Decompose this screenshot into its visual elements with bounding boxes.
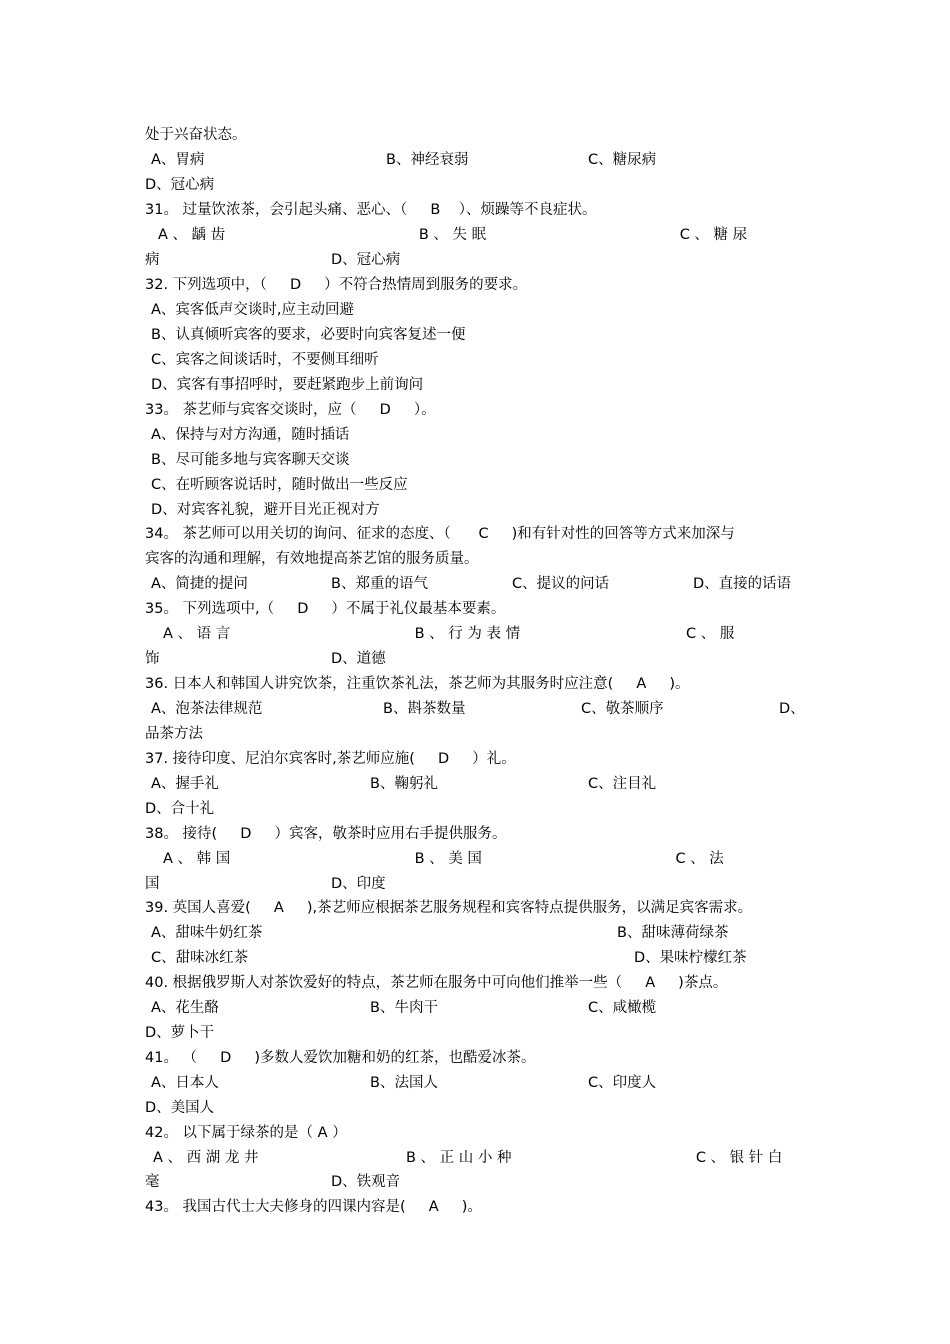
question-36: 36. 日本人和韩国人讲究饮茶，注重饮茶礼法，茶艺师为其服务时应注意( A )。 [145, 676, 690, 692]
option-a: A、甜味牛奶红茶 [151, 925, 263, 941]
option-a: A、泡茶法律规范 [151, 701, 263, 717]
option-c: C、在听顾客说话时，随时做出一些反应 [151, 477, 408, 493]
option-d: D、印度 [331, 876, 386, 892]
option-d: D、果味柠檬红茶 [634, 950, 747, 966]
option-d: D、道德 [331, 651, 386, 667]
text-line: 处于兴奋状态。 [145, 127, 247, 143]
option-b: B、鞠躬礼 [370, 776, 438, 792]
option-a: A、日本人 [151, 1075, 219, 1091]
option-b: B、郑重的语气 [331, 576, 428, 592]
option-a: A、胃病 [151, 152, 205, 168]
text-line: 国 [145, 876, 160, 892]
option-d: D、铁观音 [331, 1174, 401, 1190]
options-line: A 、 西 湖 龙 井 B 、 正 山 小 种 C 、 银 针 白 [153, 1150, 783, 1166]
question-38: 38。 接待( D ）宾客，敬茶时应用右手提供服务。 [145, 826, 507, 842]
option-c: C、注目礼 [588, 776, 657, 792]
option-d: D、合十礼 [145, 801, 215, 817]
option-d: D、对宾客礼貌，避开目光正视对方 [151, 502, 380, 518]
options-line: A 、 韩 国 B 、 美 国 C 、 法 [163, 851, 724, 867]
option-c: C、咸橄榄 [588, 1000, 657, 1016]
question-35: 35。 下列选项中,（ D ）不属于礼仪最基本要素。 [145, 601, 506, 617]
options-line: A 、 语 言 B 、 行 为 表 情 C 、 服 [163, 626, 735, 642]
option-b: B、尽可能多地与宾客聊天交谈 [151, 452, 350, 468]
question-39: 39. 英国人喜爱( A ),茶艺师应根据茶艺服务规程和宾客特点提供服务，以满足宾客需求。 [145, 900, 753, 916]
option-c: C、提议的问话 [512, 576, 610, 592]
text-line: 病 [145, 252, 160, 268]
options-line: A 、 龋 齿 B 、 失 眠 C 、 糖 尿 [158, 227, 748, 243]
option-d: D、冠心病 [331, 252, 401, 268]
option-d: D、冠心病 [145, 177, 215, 193]
option-d: D、直接的话语 [693, 576, 792, 592]
option-d: D、美国人 [145, 1100, 215, 1116]
option-b: B、牛肉干 [370, 1000, 438, 1016]
option-c: C、印度人 [588, 1075, 657, 1091]
question-37: 37. 接待印度、尼泊尔宾客时,茶艺师应施( D ）礼。 [145, 751, 516, 767]
option-b: B、斟茶数量 [383, 701, 466, 717]
question-41: 41。 （ D )多数人爱饮加糖和奶的红茶，也酷爱冰茶。 [145, 1050, 536, 1066]
option-c: C、敬茶顺序 [581, 701, 664, 717]
option-b: B、法国人 [370, 1075, 438, 1091]
question-34: 34。 茶艺师可以用关切的询问、征求的态度、（ C )和有针对性的回答等方式来加深与 [145, 526, 735, 542]
option-d: D、宾客有事招呼时，要赶紧跑步上前询问 [151, 377, 424, 393]
option-c: C、宾客之间谈话时，不要侧耳细听 [151, 352, 379, 368]
text-line: 毫 [145, 1174, 160, 1190]
option-a: A、简捷的提问 [151, 576, 248, 592]
option-c: C、甜味冰红茶 [151, 950, 249, 966]
question-42: 42。 以下属于绿茶的是（ A ） [145, 1125, 347, 1141]
question-40: 40. 根据俄罗斯人对茶饮爱好的特点，茶艺师在服务中可向他们推举一些（ A )茶点。 [145, 975, 728, 991]
question-31: 31。 过量饮浓茶，会引起头痛、恶心、（ B ）、烦躁等不良症状。 [145, 202, 597, 218]
option-d: D、 [779, 701, 805, 717]
option-a: A、握手礼 [151, 776, 219, 792]
option-d: D、萝卜干 [145, 1025, 215, 1041]
option-a: A、保持与对方沟通，随时插话 [151, 427, 350, 443]
option-c: C、糖尿病 [588, 152, 657, 168]
option-b: B、认真倾听宾客的要求，必要时向宾客复述一便 [151, 327, 466, 343]
option-b: B、神经衰弱 [386, 152, 469, 168]
question-43: 43。 我国古代士大夫修身的四课内容是( A )。 [145, 1199, 482, 1215]
option-b: B、甜味薄荷绿茶 [617, 925, 729, 941]
text-line: 宾客的沟通和理解，有效地提高茶艺馆的服务质量。 [145, 551, 479, 567]
text-line: 饰 [145, 651, 160, 667]
option-a: A、花生酪 [151, 1000, 219, 1016]
option-a: A、宾客低声交谈时,应主动回避 [151, 302, 355, 318]
question-33: 33。 茶艺师与宾客交谈时，应（ D ）。 [145, 402, 436, 418]
question-32: 32. 下列选项中，（ D ）不符合热情周到服务的要求。 [145, 277, 528, 293]
text-line: 品茶方法 [145, 726, 203, 742]
